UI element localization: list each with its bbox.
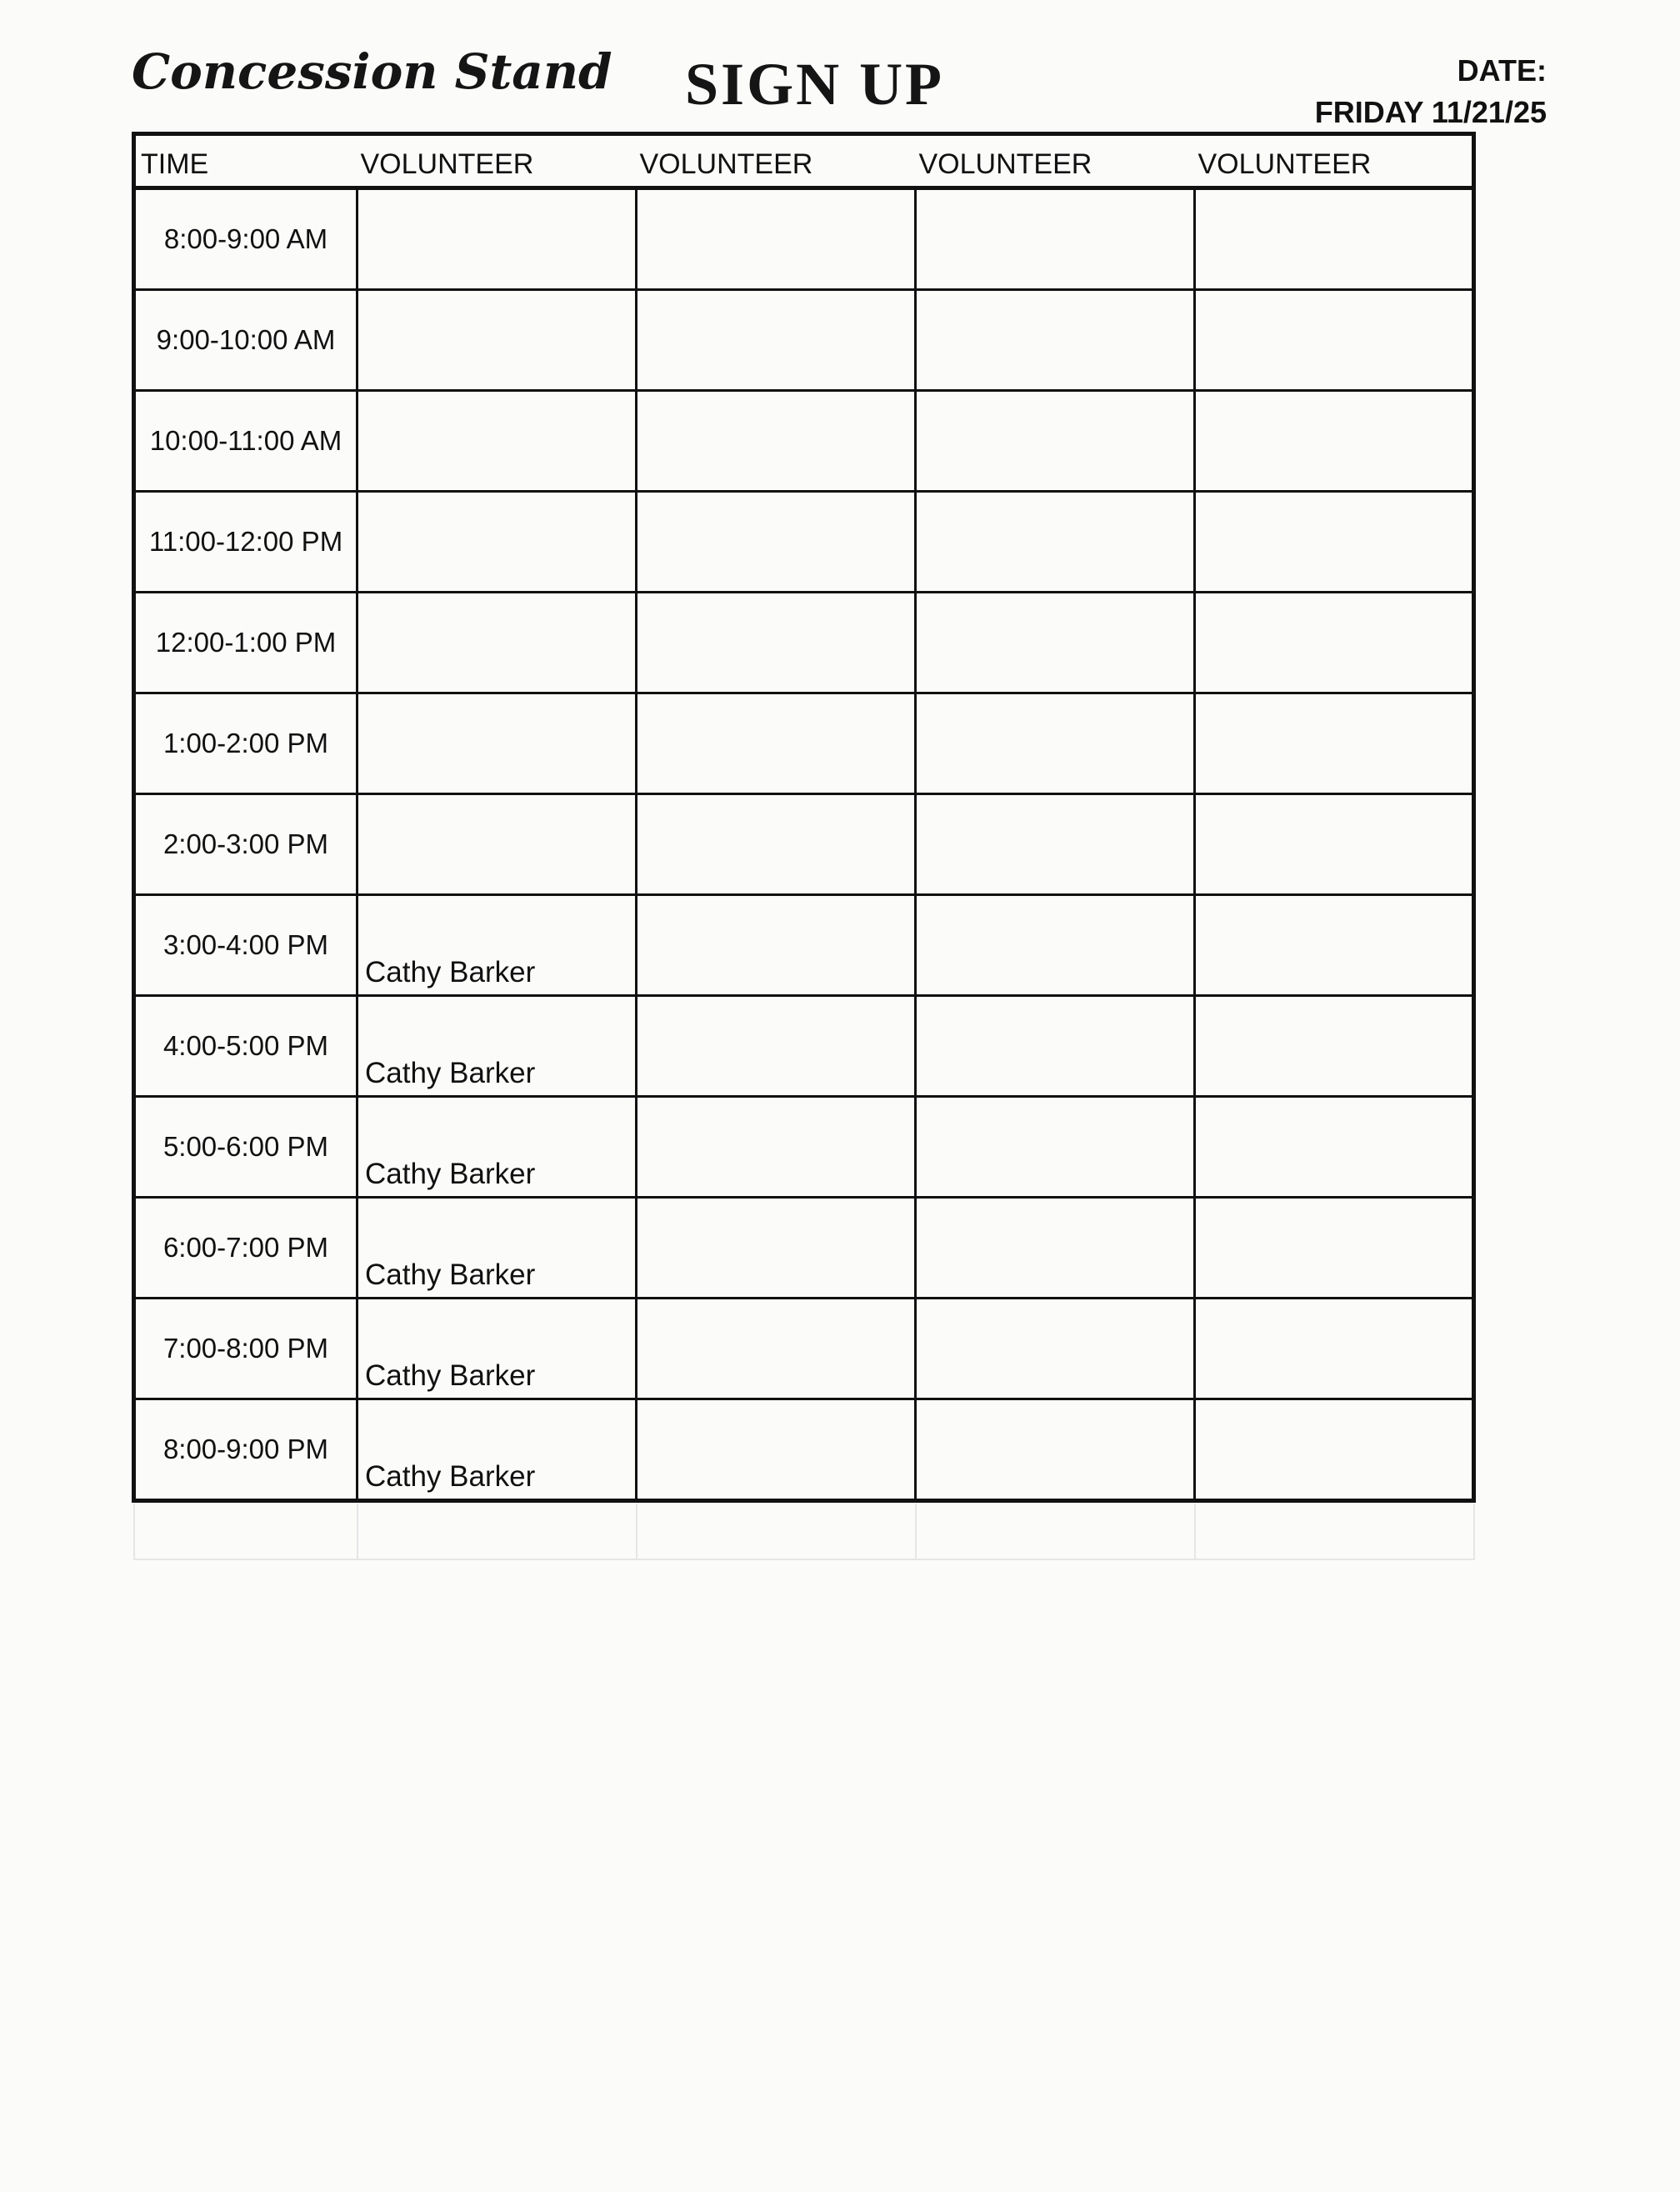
volunteer-cell[interactable]	[916, 794, 1195, 895]
date-value: FRIDAY 11/21/25	[1314, 95, 1547, 129]
table-row	[134, 188, 1474, 290]
time-slot-cell: 2:00-3:00 PM	[134, 794, 358, 895]
time-slot-cell: 7:00-8:00 PM	[134, 1299, 358, 1399]
volunteer-cell[interactable]	[358, 693, 637, 794]
volunteer-cell[interactable]	[916, 1198, 1195, 1299]
column-header-time: TIME	[134, 134, 358, 188]
volunteer-cell[interactable]	[637, 593, 916, 693]
volunteer-cell[interactable]	[1195, 492, 1474, 593]
volunteer-cell[interactable]	[637, 1198, 916, 1299]
time-slot-cell: 3:00-4:00 PM	[134, 895, 358, 996]
table-row	[134, 391, 1474, 492]
volunteer-cell[interactable]	[637, 1299, 916, 1399]
volunteer-cell[interactable]	[358, 794, 637, 895]
volunteer-cell[interactable]	[1195, 996, 1474, 1097]
volunteer-cell[interactable]	[916, 1399, 1195, 1501]
volunteer-cell[interactable]	[916, 996, 1195, 1097]
volunteer-cell[interactable]	[358, 492, 637, 593]
volunteer-name: Cathy Barker	[365, 1057, 536, 1089]
volunteer-cell[interactable]	[916, 492, 1195, 593]
column-header-volunteer: VOLUNTEER	[916, 134, 1195, 188]
volunteer-name: Cathy Barker	[365, 1158, 536, 1190]
volunteer-cell[interactable]	[358, 1399, 637, 1501]
bleed-through-shadow	[133, 1504, 1475, 1560]
column-header-volunteer: VOLUNTEER	[1195, 134, 1474, 188]
table-row	[134, 290, 1474, 391]
volunteer-name: Cathy Barker	[365, 956, 536, 988]
volunteer-cell[interactable]	[358, 290, 637, 391]
volunteer-cell[interactable]	[916, 290, 1195, 391]
volunteer-cell[interactable]	[637, 996, 916, 1097]
document-heading: SIGN UP	[685, 51, 945, 118]
volunteer-cell[interactable]	[637, 391, 916, 492]
volunteer-cell[interactable]	[637, 188, 916, 290]
time-slot-cell: 5:00-6:00 PM	[134, 1097, 358, 1198]
table-row	[134, 794, 1474, 895]
table-body	[134, 188, 1474, 1501]
volunteer-cell[interactable]	[916, 188, 1195, 290]
column-header-volunteer: VOLUNTEER	[637, 134, 916, 188]
volunteer-cell[interactable]	[358, 1299, 637, 1399]
volunteer-name: Cathy Barker	[365, 1259, 536, 1291]
volunteer-cell[interactable]	[637, 693, 916, 794]
volunteer-name: Cathy Barker	[365, 1359, 536, 1392]
date-label: DATE:	[1457, 53, 1547, 88]
volunteer-cell[interactable]	[637, 794, 916, 895]
volunteer-cell[interactable]	[1195, 1097, 1474, 1198]
volunteer-cell[interactable]	[637, 1399, 916, 1501]
table-row	[134, 492, 1474, 593]
table-row	[134, 693, 1474, 794]
volunteer-cell[interactable]	[358, 188, 637, 290]
table-row	[134, 1399, 1474, 1501]
time-slot-cell: 6:00-7:00 PM	[134, 1198, 358, 1299]
volunteer-cell[interactable]	[358, 391, 637, 492]
volunteer-cell[interactable]	[1195, 391, 1474, 492]
signup-table	[132, 132, 1476, 1503]
table-row	[134, 1097, 1474, 1198]
time-slot-cell: 1:00-2:00 PM	[134, 693, 358, 794]
time-slot-cell: 10:00-11:00 AM	[134, 391, 358, 492]
document-title: Concession Stand	[132, 43, 612, 100]
volunteer-cell[interactable]	[916, 1097, 1195, 1198]
table-row	[134, 895, 1474, 996]
volunteer-cell[interactable]	[1195, 290, 1474, 391]
time-slot-cell: 9:00-10:00 AM	[134, 290, 358, 391]
table-row	[134, 1198, 1474, 1299]
volunteer-cell[interactable]	[1195, 1299, 1474, 1399]
volunteer-cell[interactable]	[1195, 895, 1474, 996]
table-row	[134, 1299, 1474, 1399]
volunteer-cell[interactable]	[916, 391, 1195, 492]
time-slot-cell: 12:00-1:00 PM	[134, 593, 358, 693]
volunteer-name: Cathy Barker	[365, 1460, 536, 1493]
time-slot-cell: 8:00-9:00 AM	[134, 188, 358, 290]
volunteer-cell[interactable]	[637, 290, 916, 391]
volunteer-cell[interactable]	[358, 1198, 637, 1299]
volunteer-cell[interactable]	[1195, 693, 1474, 794]
volunteer-cell[interactable]	[358, 895, 637, 996]
volunteer-cell[interactable]	[358, 996, 637, 1097]
volunteer-cell[interactable]	[1195, 593, 1474, 693]
volunteer-cell[interactable]	[637, 1097, 916, 1198]
volunteer-cell[interactable]	[637, 492, 916, 593]
volunteer-cell[interactable]	[1195, 1399, 1474, 1501]
volunteer-cell[interactable]	[916, 895, 1195, 996]
time-slot-cell: 8:00-9:00 PM	[134, 1399, 358, 1501]
column-header-volunteer: VOLUNTEER	[358, 134, 637, 188]
table-header-row	[134, 134, 1474, 188]
volunteer-cell[interactable]	[358, 593, 637, 693]
volunteer-cell[interactable]	[916, 693, 1195, 794]
time-slot-cell: 4:00-5:00 PM	[134, 996, 358, 1097]
volunteer-cell[interactable]	[916, 593, 1195, 693]
table-row	[134, 593, 1474, 693]
volunteer-cell[interactable]	[637, 895, 916, 996]
volunteer-cell[interactable]	[1195, 1198, 1474, 1299]
table-row	[134, 996, 1474, 1097]
volunteer-cell[interactable]	[916, 1299, 1195, 1399]
volunteer-cell[interactable]	[358, 1097, 637, 1198]
volunteer-cell[interactable]	[1195, 794, 1474, 895]
volunteer-cell[interactable]	[1195, 188, 1474, 290]
time-slot-cell: 11:00-12:00 PM	[134, 492, 358, 593]
